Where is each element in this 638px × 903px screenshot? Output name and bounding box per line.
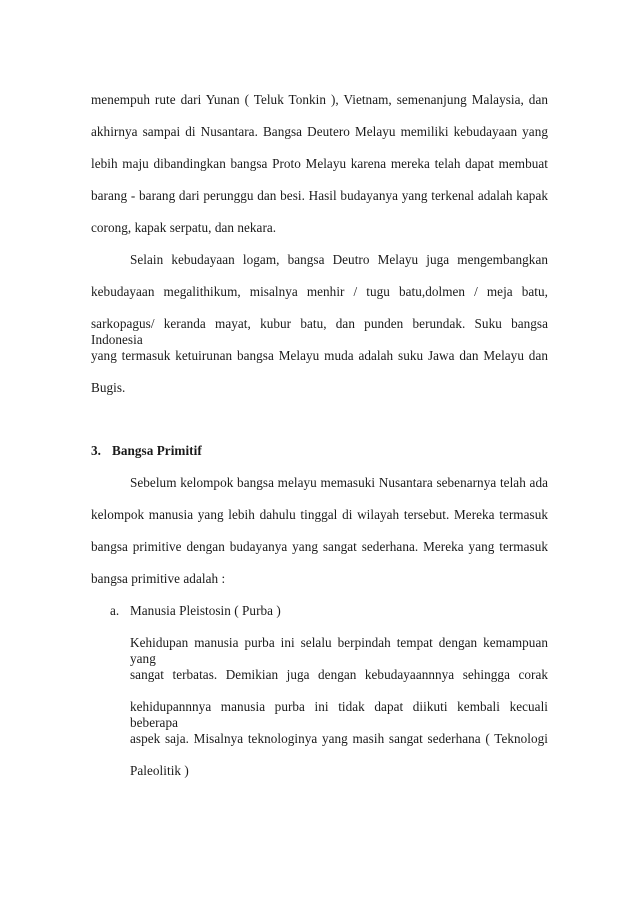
paragraph-line: Sebelum kelompok bangsa melayu memasuki Nusantara sebenarnya telah ada [130, 475, 548, 490]
paragraph-line: yang termasuk ketuirunan bangsa Melayu muda adalah suku Jawa dan Melayu dan [91, 348, 548, 363]
list-item-line: sangat terbatas. Demikian juga dengan kebudayaannnya sehingga corak [130, 667, 548, 682]
paragraph-line: bangsa primitive dengan budayanya yang sangat sederhana. Mereka yang termasuk [91, 539, 548, 554]
paragraph-line: barang - barang dari perunggu dan besi. Hasil budayanya yang terkenal adalah kapak [91, 188, 548, 203]
list-item-line: aspek saja. Misalnya teknologinya yang masih sangat sederhana ( Teknologi [130, 731, 548, 746]
list-marker: a. [110, 603, 120, 618]
paragraph-line: Selain kebudayaan logam, bangsa Deutro Melayu juga mengembangkan [130, 252, 548, 267]
list-item-line: Paleolitik ) [130, 763, 189, 778]
paragraph-line: menempuh rute dari Yunan ( Teluk Tonkin ), Vietnam, semenanjung Malaysia, dan [91, 92, 548, 107]
paragraph-line: kebudayaan megalithikum, misalnya menhir / tugu batu,dolmen / meja batu, [91, 284, 548, 299]
paragraph-line: lebih maju dibandingkan bangsa Proto Melayu karena mereka telah dapat membuat [91, 156, 548, 171]
paragraph-line: Bugis. [91, 380, 126, 395]
section-number: 3. [91, 443, 101, 458]
list-item-title: Manusia Pleistosin ( Purba ) [130, 603, 281, 618]
paragraph-line: akhirnya sampai di Nusantara. Bangsa Deutero Melayu memiliki kebudayaan yang [91, 124, 548, 139]
paragraph-line: sarkopagus/ keranda mayat, kubur batu, dan punden berundak. Suku bangsa Indonesia [91, 316, 548, 347]
list-item-line: kehidupannnya manusia purba ini tidak dapat diikuti kembali kecuali beberapa [130, 699, 548, 730]
list-item-line: Kehidupan manusia purba ini selalu berpindah tempat dengan kemampuan yang [130, 635, 548, 666]
section-heading: Bangsa Primitif [112, 443, 202, 458]
paragraph-line: corong, kapak serpatu, dan nekara. [91, 220, 277, 235]
paragraph-line: kelompok manusia yang lebih dahulu tinggal di wilayah tersebut. Mereka termasuk [91, 507, 548, 522]
paragraph-line: bangsa primitive adalah : [91, 571, 226, 586]
